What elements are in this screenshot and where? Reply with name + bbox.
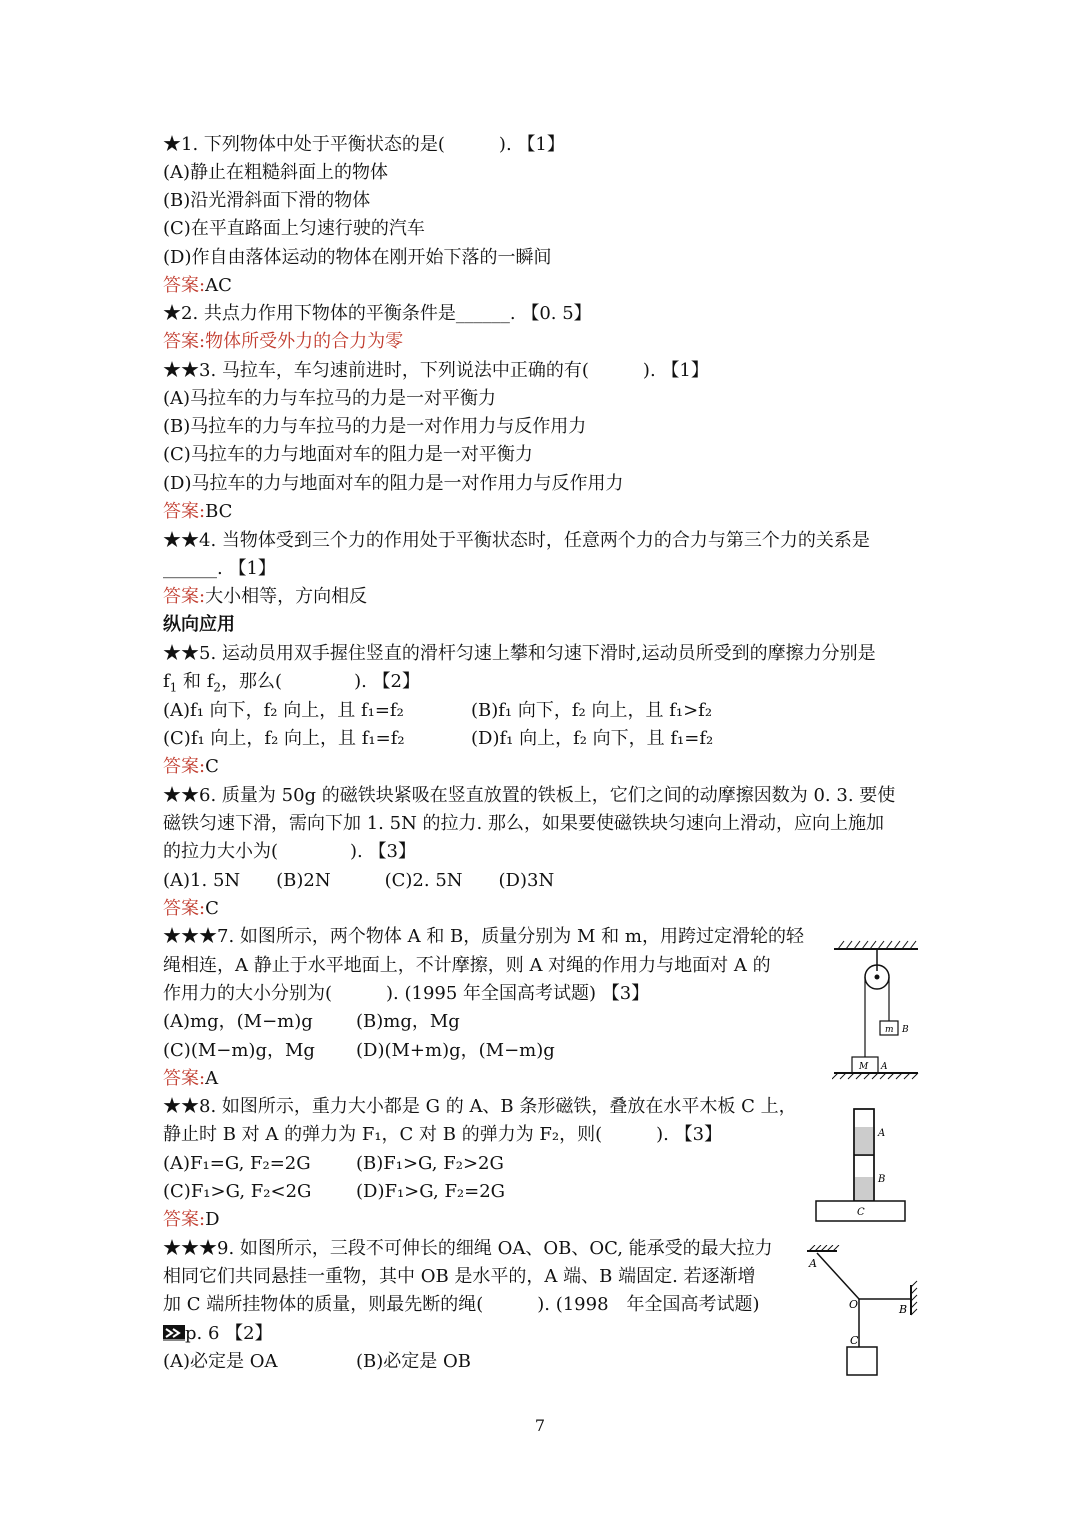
section-title: 纵向应用	[163, 614, 235, 635]
q3-option-b: (B)马拉车的力与车拉马的力是一对作用力与反作用力	[163, 416, 587, 437]
q5-option-c: (C)f₁ 向上，f₂ 向上，且 f₁=f₂	[163, 728, 405, 749]
q2-answer-value: 物体所受外力的合力为零	[205, 331, 404, 352]
q5-option-d: (D)f₁ 向上，f₂ 向下，且 f₁=f₂	[471, 728, 714, 749]
q5-answer-value: C	[205, 756, 219, 777]
q8-stem-line1: ★★8. 如图所示，重力大小都是 G 的 A、B 条形磁铁，叠放在水平木板 C 上，	[163, 1096, 797, 1117]
q8-stem-line2: 静止时 B 对 A 的弹力为 F₁，C 对 B 的弹力为 F₂，则( ). 【3】	[163, 1124, 723, 1145]
q3-stem: ★★3. 马拉车，车匀速前进时，下列说法中正确的有( ). 【1】	[163, 360, 709, 381]
q2-stem: ★2. 共点力作用下物体的平衡条件是______. 【0. 5】	[163, 303, 592, 324]
answer-label: 答案:	[163, 331, 206, 352]
fig8-label-C: C	[857, 1207, 865, 1218]
magnets-diagram	[814, 1105, 909, 1225]
q7-stem-line2: 绳相连，A 静止于水平地面上，不计摩擦，则 A 对绳的作用力与地面对 A 的	[163, 955, 771, 976]
q7-option-d: (D)(M+m)g，(M−m)g	[356, 1040, 555, 1061]
q7-stem-line1: ★★★7. 如图所示，两个物体 A 和 B，质量分别为 M 和 m，用跨过定滑轮的轻	[163, 926, 804, 947]
fig8-label-B: B	[878, 1174, 886, 1185]
fig9-label-C: C	[850, 1334, 859, 1347]
answer-label: 答案:	[163, 586, 206, 607]
fig9-label-O: O	[849, 1298, 859, 1311]
q5-f1: f	[163, 671, 170, 692]
reference-arrow-icon	[163, 1325, 185, 1341]
fig9-label-B: B	[899, 1303, 908, 1316]
answer-label: 答案:	[163, 756, 206, 777]
q6-stem-line1: ★★6. 质量为 50g 的磁铁块紧吸在竖直放置的铁板上，它们之间的动摩擦因数为 0. 3. 要使	[163, 785, 896, 806]
q6-options: (A)1. 5N (B)2N (C)2. 5N (D)3N	[163, 870, 555, 891]
q1-answer-value: AC	[205, 275, 232, 296]
q9-ref-line	[163, 1320, 273, 1348]
q1-option-a: (A)静止在粗糙斜面上的物体	[163, 162, 389, 183]
q3-answer-value: BC	[205, 501, 233, 522]
q5-f2: 和 f	[177, 671, 214, 692]
q4-stem-line2: ______. 【1】	[163, 558, 276, 579]
q9-stem-line3: 加 C 端所挂物体的质量，则最先断的绳( ). (1998 年全国高考试题)	[163, 1294, 760, 1315]
ropes-diagram	[805, 1245, 920, 1380]
answer-label: 答案:	[163, 1068, 206, 1089]
q3-option-a: (A)马拉车的力与车拉马的力是一对平衡力	[163, 388, 497, 409]
fig7-label-B: B	[902, 1025, 909, 1035]
fig7-label-M: M	[859, 1062, 869, 1072]
q8-option-a: (A)F₁=G, F₂=2G	[163, 1153, 311, 1174]
pulley-diagram	[832, 935, 922, 1080]
q8-option-d: (D)F₁>G, F₂=2G	[356, 1181, 506, 1202]
q8-answer-value: D	[205, 1209, 220, 1230]
q1-option-c: (C)在平直路面上匀速行驶的汽车	[163, 218, 425, 239]
q9-ref: p. 6 【2】	[185, 1323, 273, 1344]
q5-option-a: (A)f₁ 向下，f₂ 向上，且 f₁=f₂	[163, 700, 404, 721]
q8-option-b: (B)F₁>G, F₂>2G	[356, 1153, 504, 1174]
q5-answer	[163, 753, 219, 781]
answer-label: 答案:	[163, 275, 206, 296]
q4-stem-line1: ★★4. 当物体受到三个力的作用处于平衡状态时，任意两个力的合力与第三个力的关系是	[163, 530, 870, 551]
answer-label: 答案:	[163, 898, 206, 919]
q5-option-b: (B)f₁ 向下，f₂ 向上，且 f₁>f₂	[471, 700, 713, 721]
q7-stem-line3: 作用力的大小分别为( ). (1995 年全国高考试题) 【3】	[163, 983, 650, 1004]
q6-stem-line3: 的拉力大小为( ). 【3】	[163, 841, 416, 862]
q9-stem-line1: ★★★9. 如图所示，三段不可伸长的细绳 OA、OB、OC, 能承受的最大拉力	[163, 1238, 773, 1259]
q7-answer-value: A	[205, 1068, 219, 1089]
q9-stem-line2: 相同它们共同悬挂一重物，其中 OB 是水平的，A 端、B 端固定. 若逐渐增	[163, 1266, 756, 1287]
q3-option-d: (D)马拉车的力与地面对车的阻力是一对作用力与反作用力	[163, 473, 624, 494]
q4-answer	[163, 583, 367, 611]
q9-option-a: (A)必定是 OA	[163, 1351, 278, 1372]
q7-option-b: (B)mg，Mg	[356, 1011, 460, 1032]
q8-answer	[163, 1206, 220, 1234]
q5-stem-line1: ★★5. 运动员用双手握住竖直的滑杆匀速上攀和匀速下滑时,运动员所受到的摩擦力分别是	[163, 643, 876, 664]
q3-option-c: (C)马拉车的力与地面对车的阻力是一对平衡力	[163, 444, 533, 465]
page-number: 7	[534, 1416, 546, 1435]
q6-answer-value: C	[205, 898, 219, 919]
fig7-label-m: m	[885, 1025, 894, 1035]
answer-label: 答案:	[163, 1209, 206, 1230]
q6-stem-line2: 磁铁匀速下滑，需向下加 1. 5N 的拉力. 那么，如果要使磁铁块匀速向上滑动，应向上施加	[163, 813, 884, 834]
q7-option-a: (A)mg，(M−m)g	[163, 1011, 313, 1032]
q3-answer	[163, 498, 232, 526]
q1-option-d: (D)作自由落体运动的物体在刚开始下落的一瞬间	[163, 247, 552, 268]
q7-answer	[163, 1065, 218, 1093]
fig8-label-A: A	[878, 1128, 886, 1139]
q5-stem-rest: ，那么( ). 【2】	[221, 671, 421, 692]
q1-stem: ★1. 下列物体中处于平衡状态的是( ). 【1】	[163, 134, 565, 155]
q2-answer	[163, 328, 403, 356]
answer-label: 答案:	[163, 501, 206, 522]
q9-option-b: (B)必定是 OB	[356, 1351, 471, 1372]
q4-answer-value: 大小相等，方向相反	[205, 586, 368, 607]
q6-answer	[163, 895, 219, 923]
q1-option-b: (B)沿光滑斜面下滑的物体	[163, 190, 371, 211]
q8-option-c: (C)F₁>G, F₂<2G	[163, 1181, 312, 1202]
q1-answer	[163, 272, 232, 300]
q5-stem-line2: $f_1$ 和 $f_2$，那么( ). 【2】	[163, 671, 421, 695]
fig7-label-A: A	[881, 1062, 888, 1072]
fig9-label-A: A	[809, 1257, 817, 1270]
q7-option-c: (C)(M−m)g，Mg	[163, 1040, 315, 1061]
